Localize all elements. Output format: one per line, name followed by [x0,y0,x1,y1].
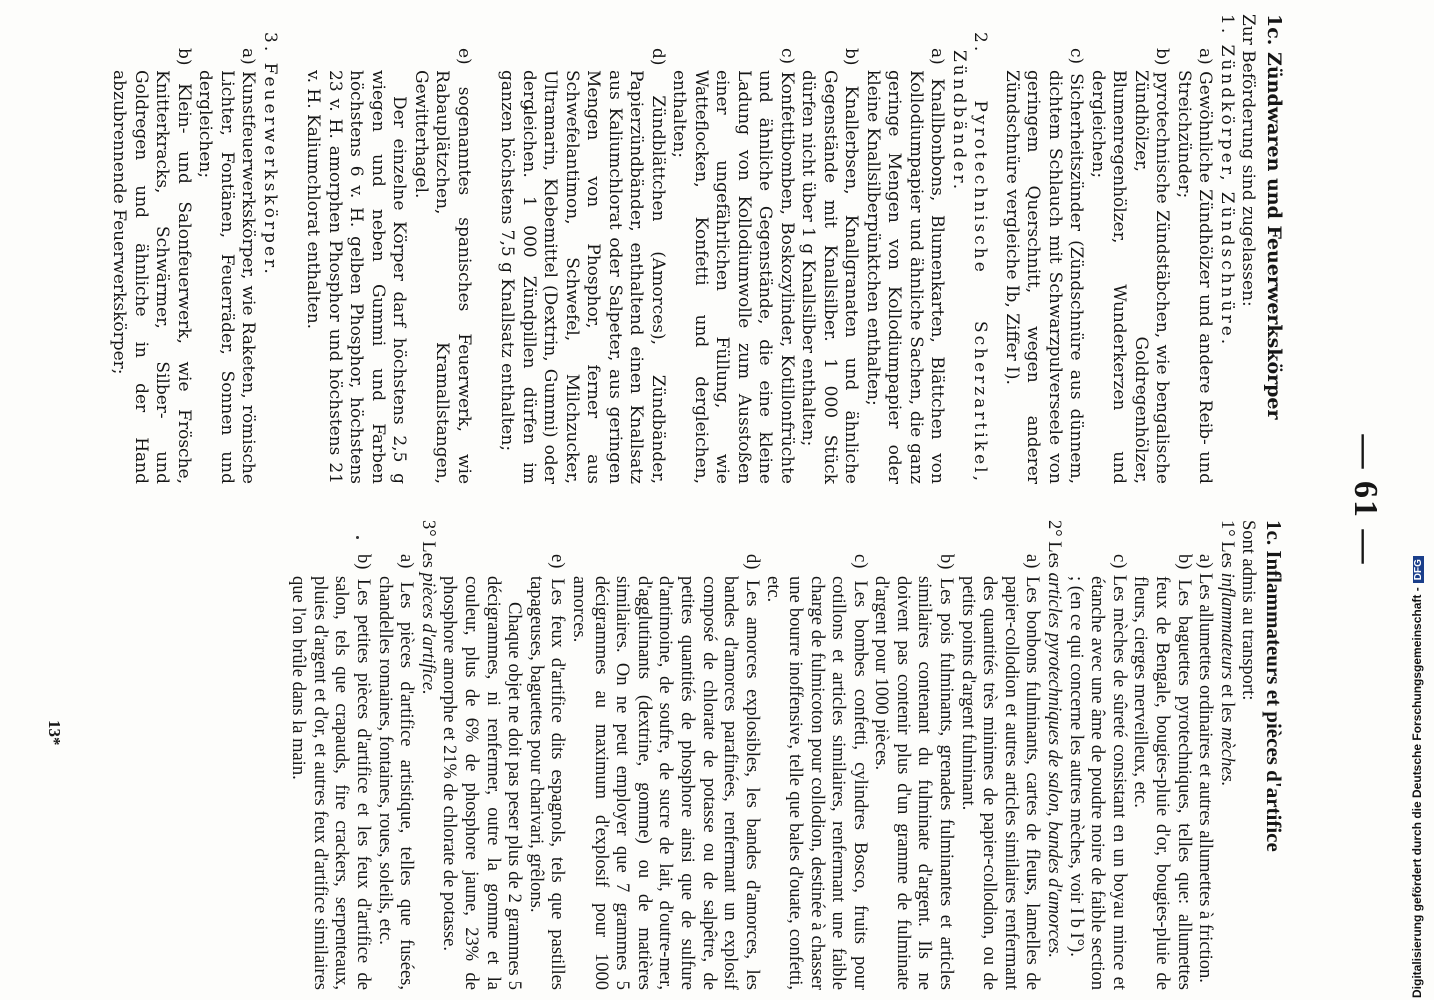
german-item-2d: d) Zündblättchen (Amorces), Zündbänder, Papierzündbänder, enthaltend einen Knallsatz aus Kaliumchlorat oder Salpeter, aus geringen Mengen von Phosphor, ferner aus Schwefelantimon, Schwefel, Milchzucker, Ultramarin, Klebemittel (Dextrin, Gummi) oder dergleichen. 1 000 Zündpillen dürfen im ganzen höchstens 7,5 g Knallsatz enthalten; [497,48,668,484]
german-item-3b: b) Klein- und Salonfeuerwerk, wie Frösche, Knitterkracks, Schwärmer, Silber- und Goldregen und ähnliche in der Hand abzubrennende Feuerwerkskörper; [109,48,194,484]
dfg-logo-icon: DFG [1413,556,1424,583]
french-item-2b: b) Les pois fulminants, grenades fulminantes et articles similaires contenant du fulminate d'argent. Ils ne doivent pas contenir plus d'un gramme de fulminate d'argent pour 1000 pièces. [871,554,957,990]
french-item-2a: a) Les bonbons fulminants, cartes de fleurs, lamelles de papier-collodion et autres articles similaires renfermant des quantités très minimes de papier-collodion, ou de petits points d'argent fulminant. [957,554,1043,990]
german-item-2c: c) Konfettibomben, Boskozylinder, Kotillonfrüchte und ähnliche Gegenstände, die eine kleine Ladung von Kollodiumwolle zum Ausstoßen einer ungefährlichen Füllung, wie Watteflocken, Konfetti und dergleichen, enthalten; [669,48,797,484]
german-section-3: 3. Feuerwerkskörper. [260,32,280,277]
french-item-1b: b) Les baguettes pyrotechniques, telles que: allumettes feux de Bengale, bougies-pluie d'or, bougies-pluie de fleurs, cierges merveilleux, etc. [1130,554,1194,990]
german-item-2a: a) Knallbonbons, Blumenkarten, Blättchen von Kollodiumpapier und ähnliche Sachen, die ganz geringe Mengen von Kollodiumpapier oder kleine Knallsilberpünktchen enthalten; [863,48,948,484]
french-item-2e: e) Les feux d'artifice dits espagnols, tels que pastilles tapageuses, baguettes pour charivari, grêlons. [525,554,568,990]
french-item-1a: a) Les allumettes ordinaires et autres allumettes à friction. [1195,554,1216,983]
german-item-2b: b) Knallerbsen, Knallgranaten und ähnliche Gegenstände mit Knallsilber. 1 000 Stück dürfen nicht über 1 g Knallsilber enthalten; [798,48,862,484]
french-item-3a: a) Les pièces d'artifice artistique, telles que fusées, chandelles romaines, fontaines, roues, soleils, etc. [374,554,417,990]
german-item-1b: b) pyrotechnische Zündstäbchen, wie bengalische Zündhölzer, Goldregenhölzer, Blumenregenhölzer, Wunderkerzen und dergleichen; [1088,48,1173,484]
french-item-3b: b) Les petites pièces d'artifice et les feux d'artifice de salon, tels que crapauds, fire crackers, serpenteaux, pluies d'argent et d'or, et autres feux d'artifice similaires que l'on brûle dans la main. [288,554,374,990]
german-column [108,14,1284,484]
french-item-2d: d) Les amorces explosibles, les bandes d'amorces, les bandes d'amorces parafinées, renfermant un explosif composé de chlorate de potasse ou de salpêtre, de petites quantités de phosphore ainsi que de sulfure d'antimoine, de soufre, de sucre de lait, d'outre-mer, d'agglutinants (dextrine, gomme) ou de matières similaires. On ne peut employer que 7 grammes 5 décigrammes au maximum d'explosif pour 1000 amorces. [569,554,762,990]
german-item-3a: a) Kunstfeuerwerkskörper, wie Raketen, römische Lichter, Fontänen, Feuerräder, Sonnen und dergleichen; [195,48,259,484]
german-heading: 1c. Zündwaren und Feuerwerkskörper [1263,14,1285,420]
digitization-credit: Digitalisierung gefördert durch die Deutsche Forschungsgemeinschaft -DFG [1410,556,1424,998]
french-heading: 1c. Inflammateurs et pièces d'artifice [1262,520,1286,852]
german-item-2e-note: Der einzelne Körper darf höchstens 2,5 g wiegen und neben Gummi und Farben höchstens 6 v. H. gelben Phosphor, höchstens 23 v. H. amorphen Phosphor und höchstens 21 v. H. Kaliumchlorat enthalten. [303,70,410,484]
french-section-1: 1° Les inflammateurs et les mèches. [1216,520,1237,787]
french-column [287,520,1284,990]
german-section-1: 1. Zündkörper, Zündschnüre. [1217,14,1237,348]
page-number: — 61 — [1347,434,1384,566]
german-item-1c: c) Sicherheitszünder (Zündschnüre aus dünnem, dichtem Schlauch mit Schwarzpulverseele von geringem Querschnitt, wegen anderer Zündschnüre vergleiche Ib, Ziffer I). [1002,48,1087,484]
german-item-1a: a) Gewöhnliche Zündhölzer und andere Reib- und Streichzünder; [1174,48,1216,484]
footer-signature-mark: 13* [45,720,64,746]
german-item-2e: e) sogenanntes spanisches Feuerwerk, wie Rabauplätzchen, Kramallstangen, Gewitterhagel. [411,48,474,484]
french-item-2c: c) Les bombes confetti, cylindres Bosco, fruits pour cotillons et articles similaires, renfermant une faible charge de fulmicoton pour collodion, destinée à chasser une bourre inoffensive, telle que bales d'ouate, confetti, etc. [763,554,870,990]
french-section-2: 2° Les articles pyrotechniques de salon, bandes d'amorces. [1044,520,1065,958]
german-section-2: 2. Pyrotechnische Scherzartikel, Zündbänder. [949,32,991,484]
french-section-3: 3° Les pièces d'artifice. [417,520,438,695]
german-intro: Zur Beförderung sind zugelassen: [1238,14,1259,307]
french-intro: Sont admis au transport: [1238,520,1259,701]
french-item-1c: c) Les mèches de sûreté consistant en un boyau mince et étanche avec une âme de poudre noire de faible section ; (en ce qui concerne les autres mèches, voir I b I°). [1065,554,1129,990]
french-item-2e-note: Chaque objet ne doit pas peser plus de 2 grammes 5 décigrammes, ni renfermer, outre la gomme et la couleur, plus de 6% de phosphore jaune, 23% de phosphore amorphe et 21% de chlorate de potasse. [439,576,525,990]
